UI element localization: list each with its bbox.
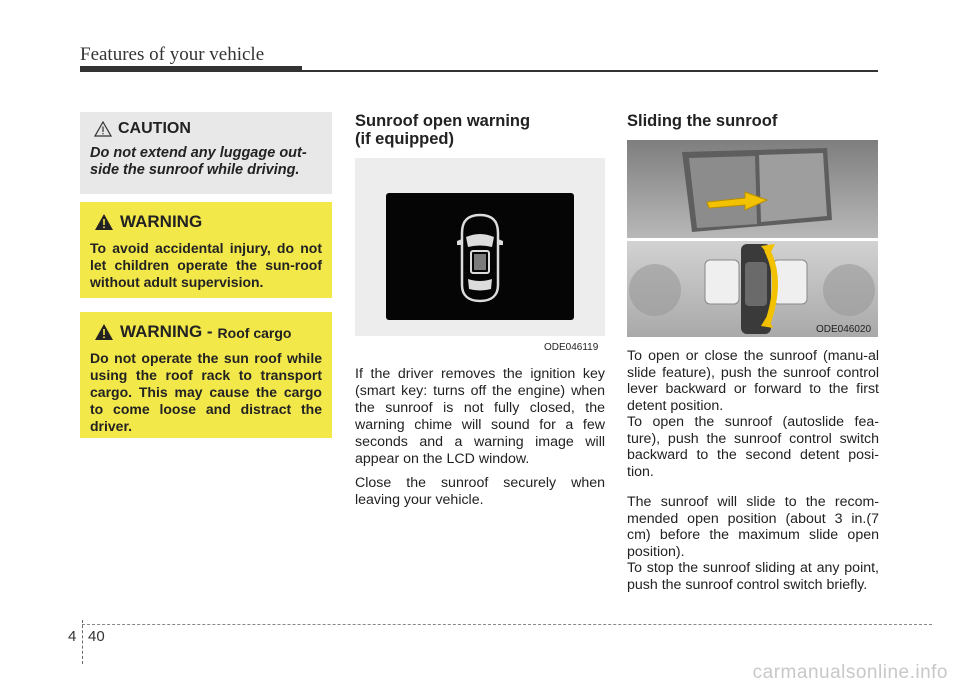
header-title: Features of your vehicle [80,44,265,65]
footer-divider [82,620,83,664]
section-heading-sliding-sunroof: Sliding the sunroof [627,112,778,130]
paragraph: If the driver removes the ignition key (smart key: turns off the engine) when the sunroof is not fully closed, the warning chime will sound for a few seconds and a warning image will appear on the LCD window. [355,366,605,467]
warning-title: WARNING - [120,322,213,341]
image-code: ODE046119 [544,342,599,353]
paragraph: To open the sunroof (autoslide fea-ture), push the sunroof control switch backward to the second detent posi-tion. [627,414,879,480]
paragraph: To open or close the sunroof (manu-al slide feature), push the sunroof control lever backward or forward to the first detent position. [627,348,879,414]
warning-title: WARNING [120,212,203,231]
sunroof-warning-body [355,366,605,516]
warning-text: To avoid accidental injury, do not let children operate the sun-roof without adult supervision. [90,240,322,290]
sliding-sunroof-body [627,348,879,593]
paragraph: To stop the sunroof sliding at any point, push the sunroof control switch briefly. [627,560,879,593]
sunroof-switch-illustration [627,140,878,337]
paragraph: The sunroof will slide to the recom-mended open position (about 3 in.(7 cm) before the maximum slide open position). [627,494,879,560]
chapter-number: 4 [68,628,77,645]
lcd-screen [386,193,574,320]
warning-subtitle: Roof cargo [217,325,292,341]
sunroof-control-photo [627,140,878,337]
caution-box [80,112,332,194]
caution-text: Do not extend any luggage out-side the sunroof while driving. [90,145,307,178]
warning-roof-cargo-box [80,312,332,438]
page-number: 40 [88,628,105,645]
footer-rule [82,624,932,625]
warning-box [80,202,332,298]
car-top-view-icon [386,193,574,320]
header-rule [302,70,878,72]
watermark[interactable]: carmanualsonline.info [752,662,948,683]
image-code: ODE046020 [816,324,872,335]
caution-triangle-icon [94,121,112,137]
header-bar [80,66,302,72]
warning-text: Do not operate the sun roof while using the roof rack to transport cargo. This may cause the cargo to come loose and distract the driver. [90,350,322,434]
lcd-warning-illustration [355,158,605,336]
caution-title: CAUTION [118,120,191,137]
warning-triangle-icon [94,323,114,341]
section-heading-sunroof-open-warning: Sunroof open warning (if equipped) [355,112,531,148]
warning-triangle-icon [94,213,114,231]
paragraph: Close the sunroof securely when leaving your vehicle. [355,475,605,508]
